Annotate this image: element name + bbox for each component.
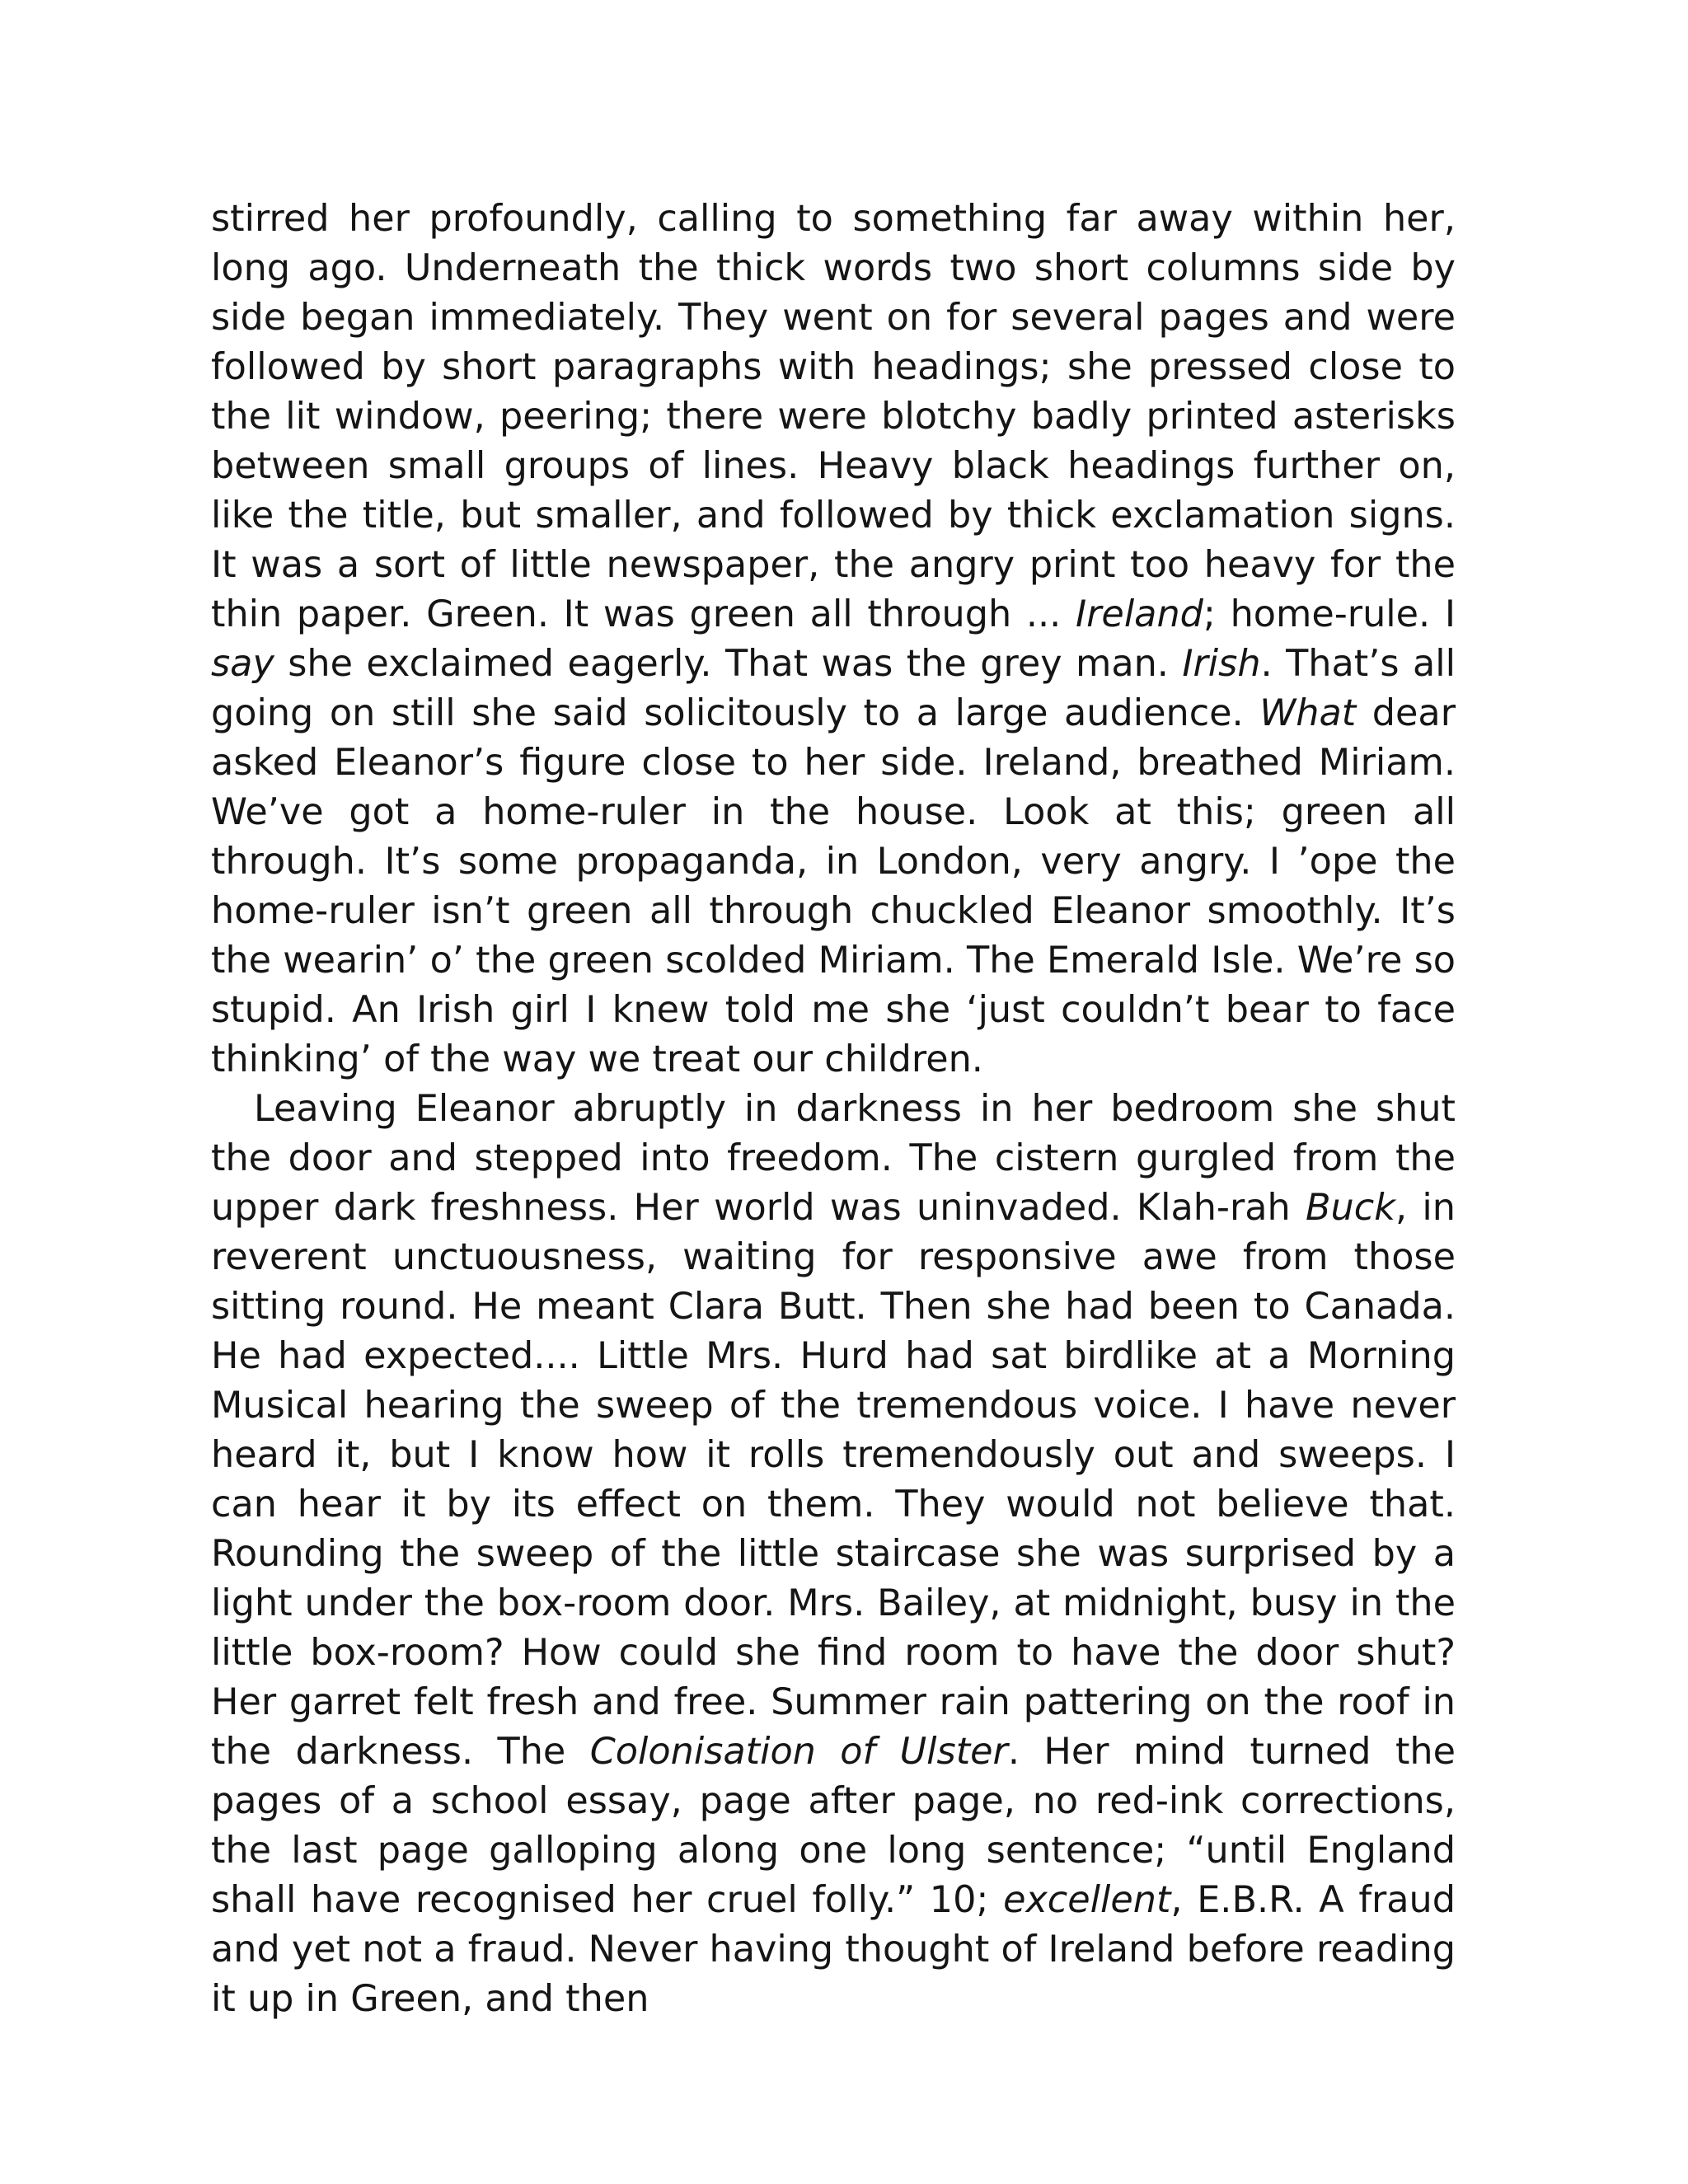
italic-run: What	[1259, 692, 1357, 734]
italic-run: Irish	[1182, 643, 1261, 685]
text-run: , E.B.R. A fraud and yet not a fraud. Never having thought of Ireland before reading it up in Green, and then	[211, 1879, 1456, 2020]
text-run: she exclaimed eagerly. That was the grey man.	[274, 643, 1183, 685]
italic-run: Colonisation of Ulster	[589, 1731, 1008, 1773]
text-run: , in reverent unctuousness, waiting for responsive awe from those sitting round. He meant Clara Butt. Then she had been to Canada. He had expected.... Little Mrs. Hurd had sat birdlike at a Morning Musical hearing the sweep of the tremendous voice. I have never heard it, but I know how it rolls tremendously out and sweeps. I can hear it by its effect on them. They would not believe that. Rounding the sweep of the little staircase she was surprised by a light under the box-room door. Mrs. Bailey, at midnight, busy in the little box-room? How could she find room to have the door shut? Her garret felt fresh and free. Summer rain pattering on the roof in the darkness. The	[211, 1187, 1456, 1773]
page-body	[211, 194, 1456, 2024]
text-run: . Her mind turned the pages of a school essay, page after page, no red-ink corrections, the last page galloping along one long sentence; “until England shall have recognised her cruel folly.” 10;	[211, 1731, 1456, 1921]
paragraph	[211, 1085, 1456, 2024]
paragraph	[211, 194, 1456, 1085]
italic-run: Ireland	[1076, 593, 1203, 635]
italic-run: Buck	[1306, 1187, 1395, 1229]
text-run: ; home-rule. I	[1203, 593, 1456, 635]
italic-run: excellent	[1003, 1879, 1171, 1921]
text-run: Leaving Eleanor abruptly in darkness in her bedroom she shut the door and stepped into freedom. The cistern gurgled from the upper dark freshness. Her world was uninvaded. Klah-rah	[211, 1088, 1456, 1229]
italic-run: say	[211, 643, 274, 685]
text-run: stirred her profoundly, calling to something far away within her, long ago. Underneath the thick words two short columns side by side began immediately. They went on for several pages and were followed by short paragraphs with headings; she pressed close to the lit window, peering; there were blotchy badly printed asterisks between small groups of lines. Heavy black headings further on, like the title, but smaller, and followed by thick exclamation signs. It was a sort of little newspaper, the angry print too heavy for the thin paper. Green. It was green all through ...	[211, 198, 1456, 635]
text-run: . That’s all going on still she said solicitously to a large audience.	[211, 643, 1456, 734]
text-run: dear asked Eleanor’s figure close to her side. Ireland, breathed Miriam. We’ve got a home-ruler in the house. Look at this; green all through. It’s some propaganda, in London, very angry. I ’ope the home-ruler isn’t green all through chuckled Eleanor smoothly. It’s the wearin’ o’ the green scolded Miriam. The Emerald Isle. We’re so stupid. An Irish girl I knew told me she ‘just couldn’t bear to face thinking’ of the way we treat our children.	[211, 692, 1456, 1080]
